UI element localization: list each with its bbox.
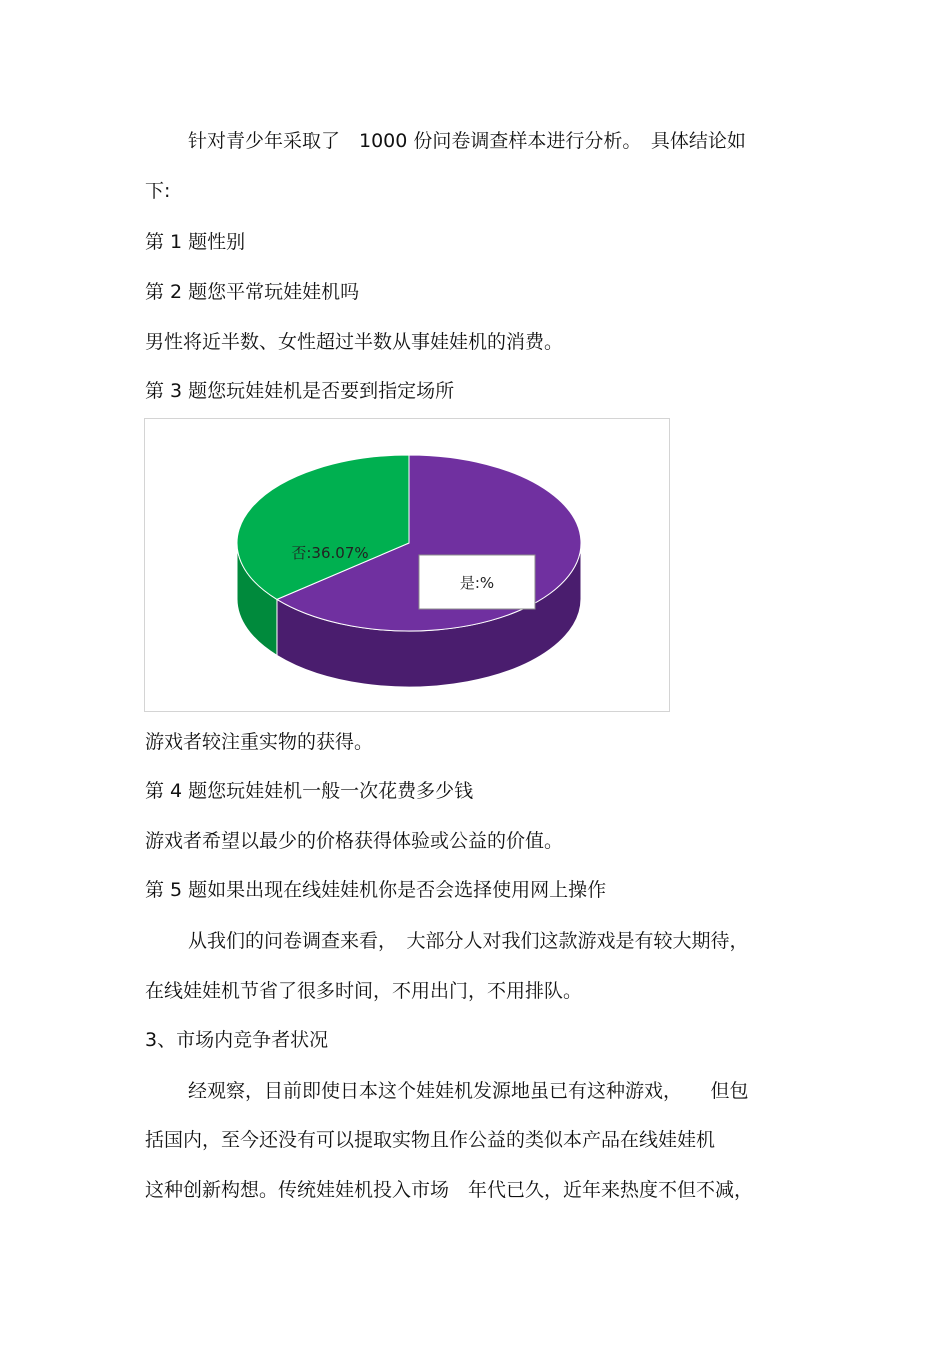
question-3-conclusion: 游戏者较注重实物的获得。 [145, 731, 374, 753]
pie-chart [144, 418, 670, 712]
paragraph-competitors-line1: 经观察，目前即使日本这个娃娃机发源地虽已有这种游戏， 但包 [188, 1080, 749, 1102]
question-3-heading: 第 3 题您玩娃娃机是否要到指定场所 [145, 380, 455, 402]
slice-label-no: 否:36.07% [291, 544, 369, 562]
question-4-conclusion: 游戏者希望以最少的价格获得体验或公益的价值。 [145, 830, 564, 852]
paragraph-competitors-line2: 括国内，至今还没有可以提取实物且作公益的类似本产品在线娃娃机 [145, 1129, 716, 1151]
paragraph-competitors-line3: 这种创新构想。传统娃娃机投入市场 年代已久，近年来热度不但不减， [145, 1179, 754, 1201]
paragraph-survey-line1: 从我们的问卷调查来看， 大部分人对我们这款游戏是有较大期待， [188, 930, 749, 952]
question-2-conclusion: 男性将近半数、女性超过半数从事娃娃机的消费。 [145, 331, 564, 353]
paragraph-intro-line2: 下: [145, 180, 171, 202]
question-2-heading: 第 2 题您平常玩娃娃机吗 [145, 281, 360, 303]
slice-label-yes: 是:% [459, 574, 495, 592]
question-1-heading: 第 1 题性别 [145, 231, 246, 253]
question-4-heading: 第 4 题您玩娃娃机一般一次花费多少钱 [145, 780, 474, 802]
pie-chart-canvas [145, 419, 671, 713]
question-5-heading: 第 5 题如果出现在线娃娃机你是否会选择使用网上操作 [145, 879, 607, 901]
paragraph-survey-line2: 在线娃娃机节省了很多时间，不用出门，不用排队。 [145, 980, 583, 1002]
section-3-heading: 3、市场内竞争者状况 [145, 1029, 329, 1051]
paragraph-intro-line1: 针对青少年采取了 1000 份问卷调查样本进行分析。 具体结论如 [188, 130, 746, 152]
